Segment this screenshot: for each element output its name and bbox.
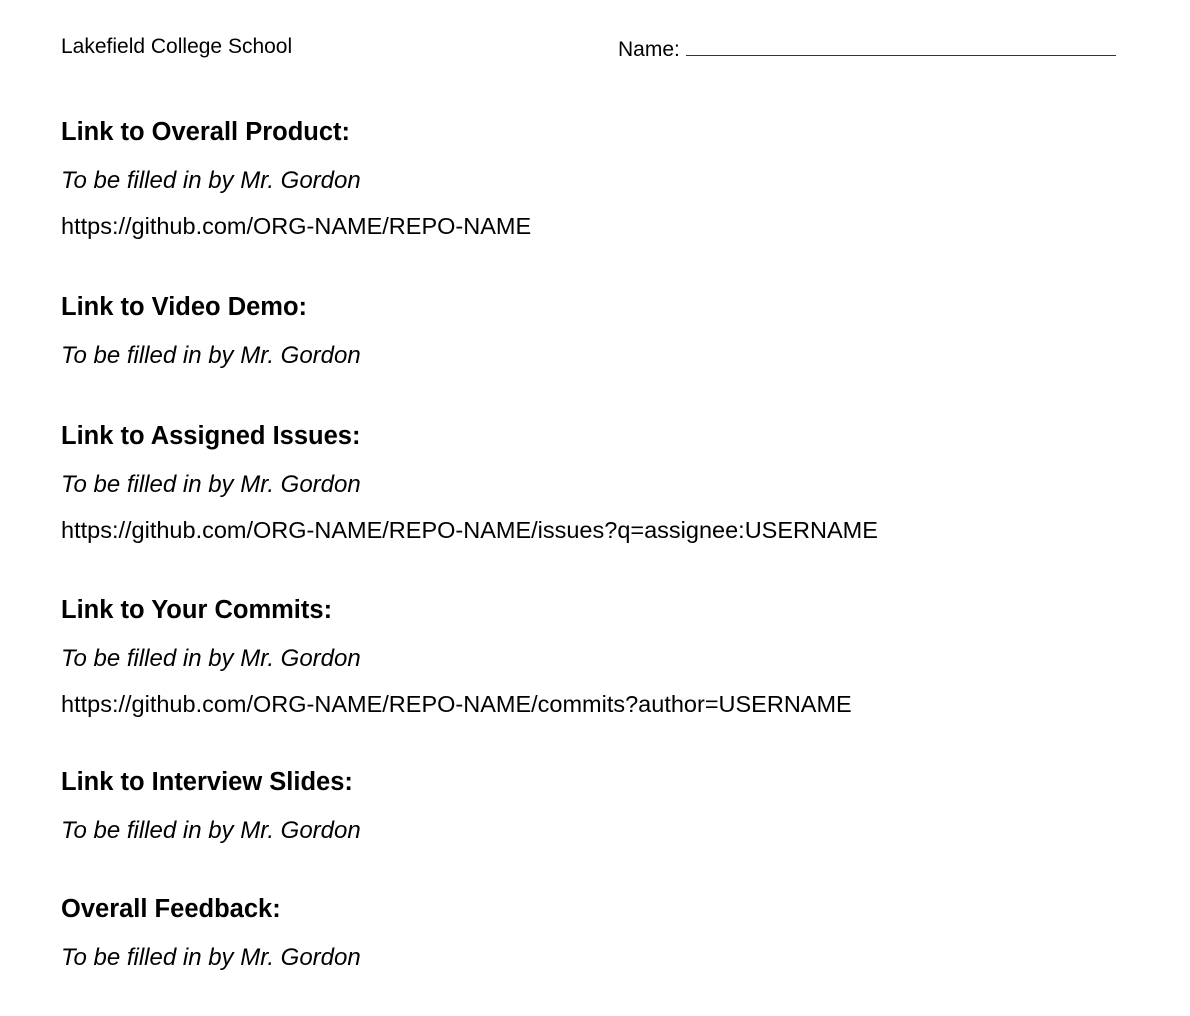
section-heading: Link to Video Demo: xyxy=(61,293,308,321)
section-interview-slides xyxy=(61,767,361,845)
placeholder-text: To be filled in by Mr. Gordon xyxy=(61,471,361,498)
school-name: Lakefield College School xyxy=(61,35,293,58)
placeholder-text: To be filled in by Mr. Gordon xyxy=(61,645,361,672)
section-assigned-issues xyxy=(61,421,878,544)
section-overall-product xyxy=(61,117,531,240)
name-label: Name: xyxy=(618,38,680,61)
section-overall-feedback xyxy=(61,894,361,972)
placeholder-text: To be filled in by Mr. Gordon xyxy=(61,342,361,369)
commits-link[interactable]: https://github.com/ORG-NAME/REPO-NAME/commits?author=USERNAME xyxy=(61,691,852,717)
section-heading: Overall Feedback: xyxy=(61,895,281,923)
section-heading: Link to Assigned Issues: xyxy=(61,422,361,450)
section-video-demo xyxy=(61,292,361,370)
name-blank-line[interactable] xyxy=(686,35,1116,56)
section-heading: Link to Overall Product: xyxy=(61,118,351,146)
placeholder-text: To be filled in by Mr. Gordon xyxy=(61,944,361,971)
issues-link[interactable]: https://github.com/ORG-NAME/REPO-NAME/issues?q=assignee:USERNAME xyxy=(61,517,878,543)
repo-link[interactable]: https://github.com/ORG-NAME/REPO-NAME xyxy=(61,213,532,239)
name-field xyxy=(618,35,1116,62)
placeholder-text: To be filled in by Mr. Gordon xyxy=(61,817,361,844)
placeholder-text: To be filled in by Mr. Gordon xyxy=(61,167,361,194)
section-heading: Link to Your Commits: xyxy=(61,596,333,624)
section-heading: Link to Interview Slides: xyxy=(61,768,353,796)
section-your-commits xyxy=(61,595,852,718)
